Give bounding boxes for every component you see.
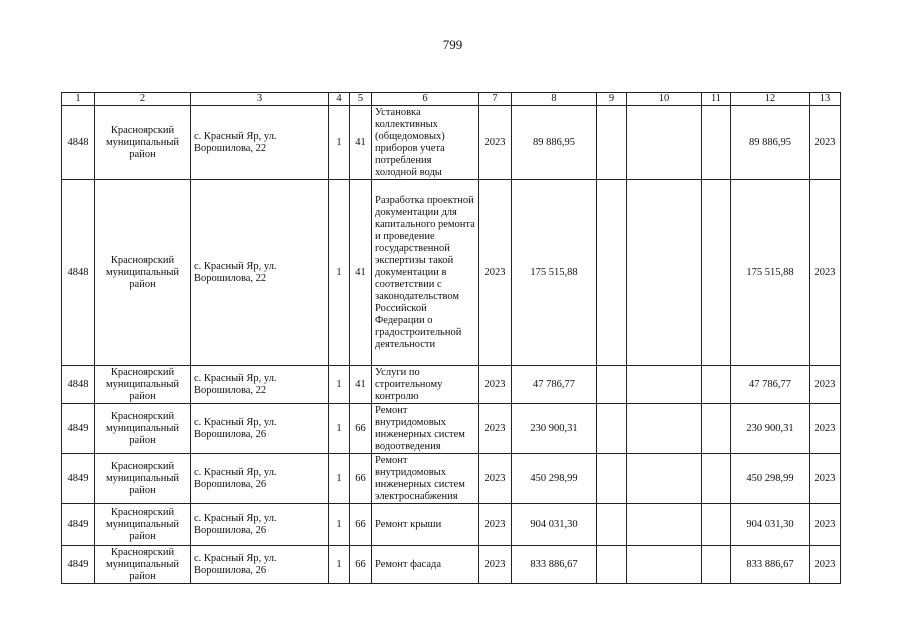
col11-cell [702, 404, 731, 454]
col4-cell: 1 [329, 366, 350, 404]
address-cell: с. Красный Яр, ул. Ворошилова, 26 [191, 454, 329, 504]
year-end-cell: 2023 [810, 546, 841, 584]
col4-cell: 1 [329, 454, 350, 504]
col9-cell [597, 106, 627, 180]
column-header: 11 [702, 93, 731, 106]
record-id-cell: 4849 [62, 404, 95, 454]
column-header: 8 [512, 93, 597, 106]
work-type-cell: Ремонт внутридомовых инженерных систем электроснабжения [372, 454, 479, 504]
col5-cell: 66 [350, 504, 372, 546]
col9-cell [597, 180, 627, 366]
col4-cell: 1 [329, 504, 350, 546]
municipality-cell: Красноярский муниципальный район [95, 504, 191, 546]
total-amount-cell: 47 786,77 [731, 366, 810, 404]
year-cell: 2023 [479, 404, 512, 454]
work-type-cell: Ремонт крыши [372, 504, 479, 546]
col10-cell [627, 366, 702, 404]
column-header: 10 [627, 93, 702, 106]
address-cell: с. Красный Яр, ул. Ворошилова, 22 [191, 180, 329, 366]
record-id-cell: 4848 [62, 106, 95, 180]
table-row [62, 404, 841, 454]
record-id-cell: 4849 [62, 546, 95, 584]
column-header: 12 [731, 93, 810, 106]
work-type-cell: Разработка проектной документации для капитального ремонта и проведение государственной экспертизы такой документации в соответствии с законодательством Российской Федерации о градостроительной деятельности [372, 180, 479, 366]
table-row [62, 180, 841, 366]
work-type-cell: Ремонт фасада [372, 546, 479, 584]
year-cell: 2023 [479, 106, 512, 180]
col4-cell: 1 [329, 180, 350, 366]
total-amount-cell: 89 886,95 [731, 106, 810, 180]
col5-cell: 66 [350, 404, 372, 454]
total-amount-cell: 833 886,67 [731, 546, 810, 584]
col9-cell [597, 504, 627, 546]
municipality-cell: Красноярский муниципальный район [95, 454, 191, 504]
amount-cell: 47 786,77 [512, 366, 597, 404]
address-cell: с. Красный Яр, ул. Ворошилова, 22 [191, 366, 329, 404]
col5-cell: 66 [350, 546, 372, 584]
year-end-cell: 2023 [810, 454, 841, 504]
address-cell: с. Красный Яр, ул. Ворошилова, 22 [191, 106, 329, 180]
work-type-cell: Установка коллективных (общедомовых) приборов учета потребления холодной воды [372, 106, 479, 180]
col11-cell [702, 180, 731, 366]
col4-cell: 1 [329, 106, 350, 180]
total-amount-cell: 450 298,99 [731, 454, 810, 504]
col9-cell [597, 404, 627, 454]
column-header: 9 [597, 93, 627, 106]
year-end-cell: 2023 [810, 404, 841, 454]
record-id-cell: 4848 [62, 366, 95, 404]
col10-cell [627, 504, 702, 546]
amount-cell: 833 886,67 [512, 546, 597, 584]
col9-cell [597, 454, 627, 504]
column-header: 13 [810, 93, 841, 106]
col5-cell: 41 [350, 106, 372, 180]
col10-cell [627, 404, 702, 454]
col10-cell [627, 454, 702, 504]
municipality-cell: Красноярский муниципальный район [95, 366, 191, 404]
col5-cell: 41 [350, 180, 372, 366]
work-type-cell: Ремонт внутридомовых инженерных систем водоотведения [372, 404, 479, 454]
municipality-cell: Красноярский муниципальный район [95, 546, 191, 584]
column-header: 3 [191, 93, 329, 106]
column-header: 7 [479, 93, 512, 106]
col10-cell [627, 106, 702, 180]
municipality-cell: Красноярский муниципальный район [95, 404, 191, 454]
total-amount-cell: 175 515,88 [731, 180, 810, 366]
address-cell: с. Красный Яр, ул. Ворошилова, 26 [191, 546, 329, 584]
table-row [62, 366, 841, 404]
record-id-cell: 4849 [62, 504, 95, 546]
year-end-cell: 2023 [810, 504, 841, 546]
year-end-cell: 2023 [810, 366, 841, 404]
table-row [62, 504, 841, 546]
col11-cell [702, 454, 731, 504]
work-type-cell: Услуги по строительному контролю [372, 366, 479, 404]
page-number: 799 [442, 37, 463, 52]
col10-cell [627, 180, 702, 366]
col4-cell: 1 [329, 546, 350, 584]
column-header: 1 [62, 93, 95, 106]
municipality-cell: Красноярский муниципальный район [95, 180, 191, 366]
column-number-row [62, 93, 841, 106]
total-amount-cell: 904 031,30 [731, 504, 810, 546]
col11-cell [702, 106, 731, 180]
column-header: 4 [329, 93, 350, 106]
amount-cell: 230 900,31 [512, 404, 597, 454]
record-id-cell: 4848 [62, 180, 95, 366]
total-amount-cell: 230 900,31 [731, 404, 810, 454]
col11-cell [702, 366, 731, 404]
table-row [62, 546, 841, 584]
col5-cell: 41 [350, 366, 372, 404]
col9-cell [597, 546, 627, 584]
col11-cell [702, 546, 731, 584]
col10-cell [627, 546, 702, 584]
record-id-cell: 4849 [62, 454, 95, 504]
year-cell: 2023 [479, 366, 512, 404]
table-row [62, 454, 841, 504]
year-cell: 2023 [479, 504, 512, 546]
amount-cell: 904 031,30 [512, 504, 597, 546]
column-header: 2 [95, 93, 191, 106]
col4-cell: 1 [329, 404, 350, 454]
address-cell: с. Красный Яр, ул. Ворошилова, 26 [191, 504, 329, 546]
year-cell: 2023 [479, 180, 512, 366]
column-header: 5 [350, 93, 372, 106]
col11-cell [702, 504, 731, 546]
year-cell: 2023 [479, 546, 512, 584]
column-header: 6 [372, 93, 479, 106]
year-end-cell: 2023 [810, 180, 841, 366]
amount-cell: 450 298,99 [512, 454, 597, 504]
col5-cell: 66 [350, 454, 372, 504]
register-table [61, 92, 841, 584]
year-cell: 2023 [479, 454, 512, 504]
amount-cell: 175 515,88 [512, 180, 597, 366]
municipality-cell: Красноярский муниципальный район [95, 106, 191, 180]
table-row [62, 106, 841, 180]
amount-cell: 89 886,95 [512, 106, 597, 180]
year-end-cell: 2023 [810, 106, 841, 180]
address-cell: с. Красный Яр, ул. Ворошилова, 26 [191, 404, 329, 454]
col9-cell [597, 366, 627, 404]
